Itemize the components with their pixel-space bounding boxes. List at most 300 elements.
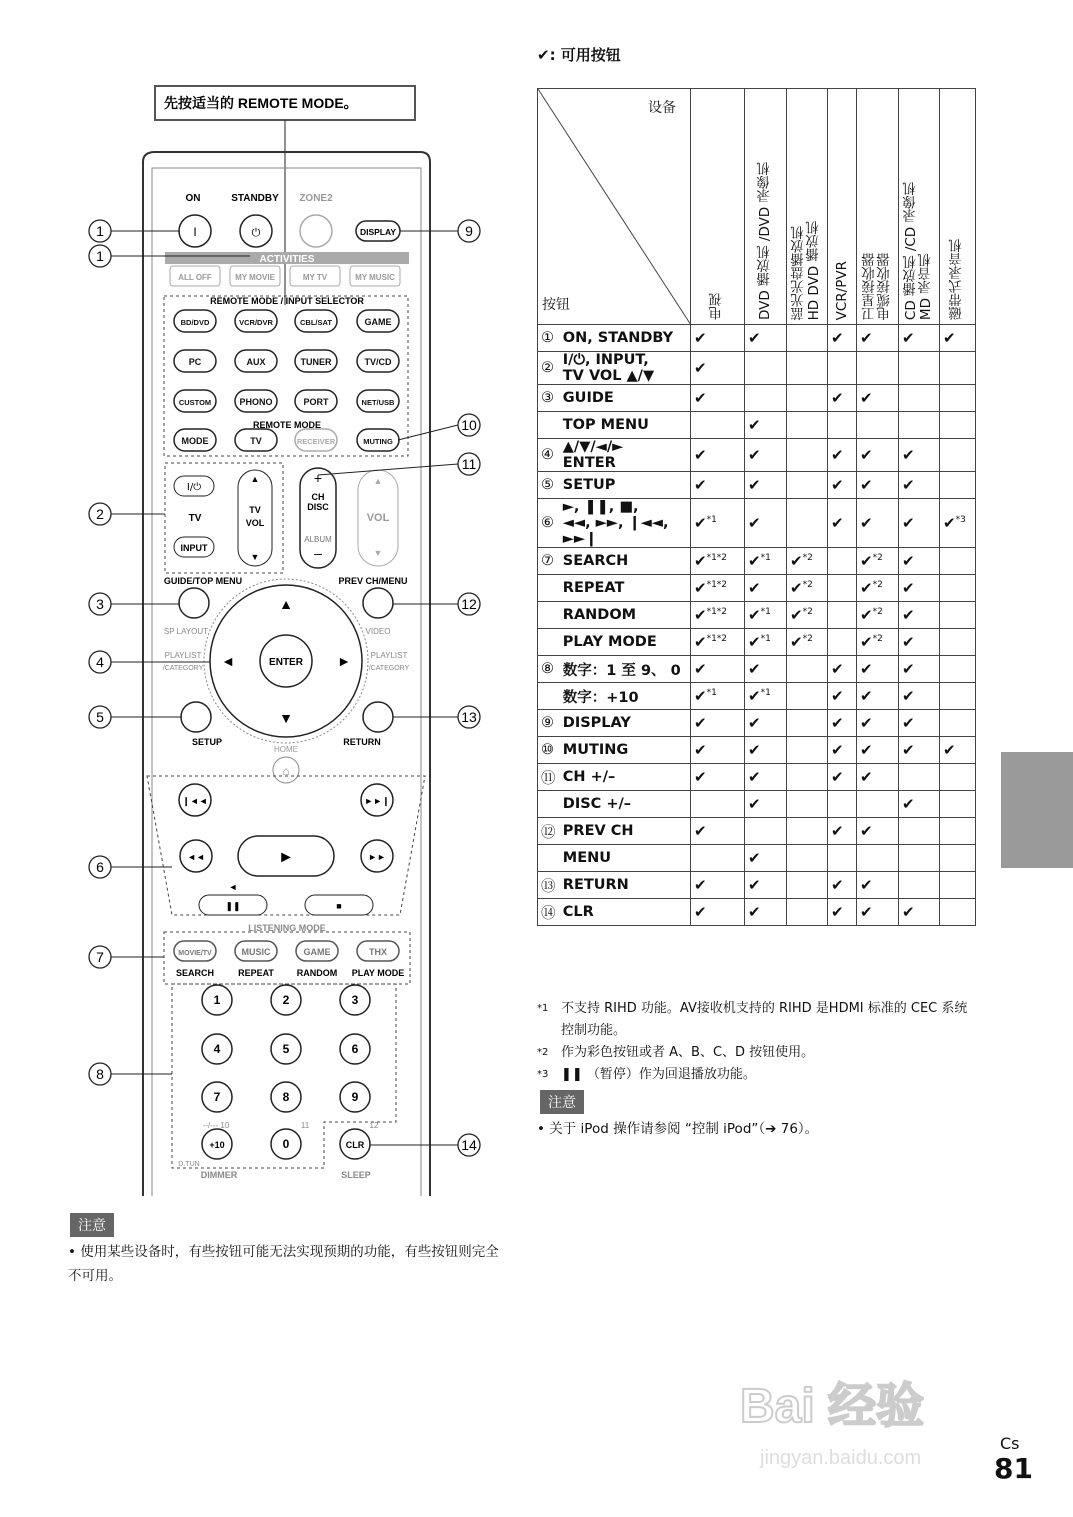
selector-button[interactable] (357, 350, 399, 372)
row-button-name: 数字：+10 (560, 683, 691, 710)
svg-text:►: ► (337, 653, 351, 669)
check-cell: ✔ (745, 737, 787, 764)
check-cell: ✔ (828, 656, 857, 683)
check-cell (787, 325, 828, 352)
selector-button[interactable] (174, 310, 216, 332)
row-number: ⑩ (538, 737, 560, 764)
tv-input-button[interactable] (174, 537, 214, 557)
check-cell (828, 575, 857, 602)
check-cell (940, 872, 976, 899)
check-cell: ✔ (745, 872, 787, 899)
svg-text:❙◄◄: ❙◄◄ (182, 796, 208, 806)
svg-text:▼: ▼ (250, 552, 260, 562)
check-cell: ✔ (828, 472, 857, 499)
check-cell (940, 629, 976, 656)
check-cell (787, 656, 828, 683)
footnote: *1 不支持 RIHD 功能。AV接收机支持的 RIHD 是HDMI 标准的 CEC 系统控制功能。 (537, 1001, 968, 1038)
svg-text:VCR/DVR: VCR/DVR (239, 318, 273, 327)
number-button[interactable] (340, 1034, 370, 1064)
svg-text:⏻: ⏻ (251, 226, 261, 239)
video-label: VIDEO (365, 627, 391, 636)
listening-button[interactable] (235, 941, 277, 961)
return-label: RETURN (343, 737, 381, 747)
callout-number: 12 (461, 596, 477, 612)
check-cell (691, 412, 745, 439)
check-cell (787, 737, 828, 764)
check-cell: ✔ (828, 737, 857, 764)
row-number: ⑥ (538, 499, 560, 548)
svg-text:AUX: AUX (246, 357, 266, 367)
number-button[interactable] (271, 1034, 301, 1064)
table-row (538, 385, 976, 412)
svg-text:►►: ►► (368, 852, 386, 862)
row-button-name: SEARCH (560, 548, 691, 575)
svg-text:▲: ▲ (373, 476, 383, 486)
on-button[interactable] (179, 215, 211, 247)
check-cell: ✔ (828, 764, 857, 791)
listening-buttons (174, 941, 404, 978)
home-icon: ⌂ (282, 764, 290, 778)
row-button-name: PREV CH (560, 818, 691, 845)
remote-mode-label: REMOTE MODE (252, 420, 322, 430)
svg-text:6: 6 (351, 1042, 359, 1056)
svg-text:TUNER: TUNER (300, 357, 332, 367)
side-tab (1001, 752, 1073, 868)
check-cell (899, 872, 940, 899)
next-track-button[interactable] (361, 784, 393, 816)
activity-button[interactable] (230, 266, 280, 286)
svg-text:8: 8 (282, 1090, 290, 1104)
row-number (538, 575, 560, 602)
check-cell: ✔ (940, 737, 976, 764)
svg-text:▼: ▼ (279, 710, 293, 726)
activity-button[interactable] (350, 266, 400, 286)
check-cell (787, 764, 828, 791)
svg-text:THX: THX (369, 947, 387, 957)
svg-text:▲: ▲ (279, 596, 293, 612)
selector-button[interactable] (295, 390, 337, 412)
callout-number: 3 (96, 596, 104, 612)
svg-text:PHONO: PHONO (239, 397, 273, 407)
check-cell: ✔ (691, 737, 745, 764)
svg-text:BD/DVD: BD/DVD (180, 318, 210, 327)
head-button: 按钮 (542, 297, 570, 313)
callout-number: 10 (461, 417, 477, 433)
check-cell: ✔ (899, 499, 940, 548)
svg-text:MY MUSIC: MY MUSIC (355, 273, 395, 282)
callout-number: 6 (96, 859, 104, 875)
svg-text:5: 5 (282, 1042, 290, 1056)
check-cell (940, 710, 976, 737)
check-cell: ✔ (828, 683, 857, 710)
rewind-button[interactable] (180, 840, 212, 872)
check-cell: ✔ (828, 385, 857, 412)
check-cell (787, 845, 828, 872)
check-cell: ✔$^{*2}$ (787, 602, 828, 629)
check-cell: ✔$^{*1}$ (745, 683, 787, 710)
selector-button[interactable] (357, 310, 399, 332)
check-cell (940, 385, 976, 412)
language-code: Cs (1000, 1434, 1020, 1453)
svg-text:RECEIVER: RECEIVER (296, 437, 336, 446)
check-cell (940, 818, 976, 845)
check-cell (857, 352, 899, 385)
table-row (538, 710, 976, 737)
table-row (538, 872, 976, 899)
number-button[interactable] (340, 1129, 370, 1159)
check-cell: ✔ (691, 710, 745, 737)
check-cell: ✔$^{*3}$ (940, 499, 976, 548)
svg-text:NET/USB: NET/USB (361, 398, 395, 407)
listening-button[interactable] (174, 941, 216, 961)
selector-button[interactable] (174, 350, 216, 372)
check-cell (940, 548, 976, 575)
check-cell: ✔ (899, 548, 940, 575)
svg-text:VOL: VOL (245, 518, 265, 528)
svg-text:CH: CH (311, 492, 325, 502)
check-cell (857, 791, 899, 818)
svg-text:▲: ▲ (250, 474, 260, 484)
check-cell: ✔$^{*1}$ (691, 683, 745, 710)
svg-text:■: ■ (336, 901, 342, 911)
row-number (538, 629, 560, 656)
check-cell (691, 791, 745, 818)
check-cell (940, 845, 976, 872)
svg-text:PC: PC (188, 357, 202, 367)
check-cell (899, 412, 940, 439)
row-number: ⑨ (538, 710, 560, 737)
row-number: ⑪ (538, 764, 560, 791)
check-cell: ✔ (857, 472, 899, 499)
check-cell: ✔ (691, 325, 745, 352)
on-label: ON (185, 193, 201, 204)
check-cell: ✔ (899, 710, 940, 737)
tv-vol-rocker[interactable] (238, 470, 272, 566)
row-button-name: GUIDE (560, 385, 691, 412)
svg-text:MUTING: MUTING (363, 437, 393, 446)
check-cell: ✔ (828, 818, 857, 845)
col-dvd: DVD 播放机 /DVD 录像机 (757, 162, 773, 320)
check-cell (940, 764, 976, 791)
table-row (538, 656, 976, 683)
number-button[interactable] (340, 1082, 370, 1112)
prev-track-button[interactable] (179, 784, 211, 816)
row-button-name: TOP MENU (560, 412, 691, 439)
listening-button[interactable] (357, 941, 399, 961)
check-cell: ✔$^{*1*2}$ (691, 575, 745, 602)
head-device: 设备 (648, 100, 676, 116)
row-button-name: SETUP (560, 472, 691, 499)
check-cell (745, 385, 787, 412)
selector-button[interactable] (235, 390, 277, 412)
prev-ch-button[interactable] (363, 588, 393, 618)
check-cell: ✔ (899, 439, 940, 472)
check-cell: ✔ (745, 439, 787, 472)
listening-label: PLAY MODE (351, 968, 405, 978)
check-cell (828, 548, 857, 575)
selector-button[interactable] (174, 429, 216, 451)
check-cell (745, 818, 787, 845)
row-number: ② (538, 352, 560, 385)
row-button-name: ▲/▼/◄/► ENTER (560, 439, 691, 472)
number-button[interactable] (271, 1082, 301, 1112)
check-cell: ✔$^{*1}$ (745, 548, 787, 575)
check-cell: ✔ (745, 764, 787, 791)
check-cell: ✔ (899, 656, 940, 683)
table-row (538, 548, 976, 575)
number-button[interactable] (202, 1082, 232, 1112)
legend: ✔: 可用按钮 (537, 46, 621, 64)
standby-button[interactable] (240, 215, 272, 247)
number-button[interactable] (202, 1129, 232, 1159)
check-cell (787, 710, 828, 737)
row-number: ③ (538, 385, 560, 412)
page-number: 81 (994, 1452, 1033, 1485)
row-button-name: MUTING (560, 737, 691, 764)
svg-text:jingyan.baidu.com: jingyan.baidu.com (760, 1447, 922, 1469)
check-cell: ✔ (828, 325, 857, 352)
svg-text:3: 3 (351, 993, 359, 1007)
check-cell: ✔$^{*2}$ (787, 575, 828, 602)
check-cell: ✔ (857, 710, 899, 737)
row-number: ⑦ (538, 548, 560, 575)
callout-number: 13 (461, 709, 477, 725)
dimmer-label: DIMMER (200, 1170, 238, 1180)
check-cell: ✔ (899, 683, 940, 710)
check-cell (940, 656, 976, 683)
listening-label: SEARCH (175, 968, 215, 978)
number-button[interactable] (202, 985, 232, 1015)
row-button-name: MENU (560, 845, 691, 872)
svg-text:–: – (314, 545, 322, 561)
ff-button[interactable] (361, 840, 393, 872)
check-cell (787, 499, 828, 548)
table-row (538, 472, 976, 499)
col-bd: 蓝光光盘播放机 HD DVD 播放机 (791, 220, 822, 320)
check-cell: ✔ (691, 352, 745, 385)
row-number (538, 845, 560, 872)
svg-text:TV: TV (250, 436, 262, 446)
play-button[interactable] (238, 836, 334, 876)
check-cell: ✔ (899, 472, 940, 499)
table-row (538, 683, 976, 710)
svg-text:MY TV: MY TV (302, 273, 328, 282)
table-row (538, 899, 976, 926)
number-button[interactable] (202, 1034, 232, 1064)
display-button[interactable] (356, 221, 400, 241)
row-button-name: CH +/– (560, 764, 691, 791)
check-cell: ✔ (857, 818, 899, 845)
svg-text:PLAYLIST: PLAYLIST (164, 651, 202, 660)
check-cell: ✔ (899, 575, 940, 602)
check-cell: ✔ (691, 385, 745, 412)
svg-text:PORT: PORT (303, 397, 329, 407)
row-button-name: DISC +/– (560, 791, 691, 818)
check-cell: ✔ (899, 791, 940, 818)
check-cell: ✔ (691, 656, 745, 683)
svg-text:CBL/SAT: CBL/SAT (300, 318, 332, 327)
check-cell (940, 412, 976, 439)
check-cell: ✔ (857, 764, 899, 791)
number-button[interactable] (340, 985, 370, 1015)
check-cell: ✔ (857, 683, 899, 710)
check-cell (940, 352, 976, 385)
row-button-name: CLR (560, 899, 691, 926)
note-left-tag: 注意 (70, 1213, 114, 1237)
check-cell (787, 439, 828, 472)
watermark (730, 1356, 1010, 1476)
check-cell: ✔ (828, 439, 857, 472)
check-cell (899, 764, 940, 791)
listening-label: REPEAT (238, 968, 274, 978)
svg-text:◄: ◄ (228, 882, 238, 892)
selector-button[interactable] (235, 310, 277, 332)
check-cell: ✔ (745, 472, 787, 499)
check-cell (787, 683, 828, 710)
vol-rocker[interactable] (358, 470, 398, 566)
footnotes (537, 998, 977, 1086)
check-cell: ✔ (857, 439, 899, 472)
footnote: *3 ❚❚ （暂停）作为回退播放功能。 (537, 1067, 756, 1082)
svg-text:GAME: GAME (364, 317, 392, 327)
callout-number: 1 (96, 248, 104, 264)
selector-button[interactable] (235, 429, 277, 451)
selector-button[interactable] (174, 390, 216, 412)
pause-button[interactable] (199, 895, 267, 915)
check-cell: ✔ (857, 737, 899, 764)
svg-text:TV/CD: TV/CD (364, 357, 392, 367)
enter-label: ENTER (269, 657, 303, 668)
tv-label: TV (188, 513, 202, 524)
col-tape: 磁带式录音机 (949, 239, 965, 320)
row-button-name: PLAY MODE (560, 629, 691, 656)
check-cell: ✔ (745, 899, 787, 926)
check-cell: ✔$^{*1}$ (745, 602, 787, 629)
check-cell: ✔ (745, 412, 787, 439)
svg-text:7: 7 (213, 1090, 221, 1104)
callout-number: 1 (96, 223, 104, 239)
check-cell: ✔$^{*1}$ (691, 499, 745, 548)
check-cell (899, 352, 940, 385)
row-button-name: REPEAT (560, 575, 691, 602)
zone2-button[interactable] (300, 215, 332, 247)
svg-text:PLAYLIST: PLAYLIST (370, 651, 408, 660)
callout-text: 先按适当的 REMOTE MODE。 (164, 95, 358, 111)
check-cell: ✔$^{*1*2}$ (691, 629, 745, 656)
selector-button[interactable] (295, 350, 337, 372)
check-cell (940, 683, 976, 710)
ch-disc-rocker[interactable] (300, 468, 336, 568)
check-cell: ✔$^{*2}$ (787, 548, 828, 575)
svg-text:DISPLAY: DISPLAY (359, 227, 397, 237)
table-row (538, 439, 976, 472)
check-cell (899, 845, 940, 872)
callout-number: 2 (96, 506, 104, 522)
check-cell: ✔$^{*2}$ (857, 602, 899, 629)
svg-text:MUSIC: MUSIC (241, 947, 271, 957)
setup-button[interactable] (181, 702, 211, 732)
svg-text:2: 2 (282, 993, 290, 1007)
number-button[interactable] (271, 985, 301, 1015)
col-cd: CD 播放机 /CD 录像机 MD 录音机 (903, 181, 934, 320)
check-cell: ✔ (691, 818, 745, 845)
twelve-label: 12 (369, 1121, 379, 1130)
check-cell: ✔ (745, 710, 787, 737)
check-cell: ✔ (899, 629, 940, 656)
check-cell: ✔ (857, 656, 899, 683)
check-cell (940, 791, 976, 818)
table-row (538, 602, 976, 629)
row-button-name: I/⏻, INPUT, TV VOL ▲/▼ (560, 352, 691, 385)
check-cell (787, 791, 828, 818)
activity-button[interactable] (170, 266, 220, 286)
row-number: ⑫ (538, 818, 560, 845)
selector-button[interactable] (295, 429, 337, 451)
listening-button[interactable] (296, 941, 338, 961)
svg-text:CUSTOM: CUSTOM (178, 398, 212, 407)
check-cell: ✔ (828, 899, 857, 926)
check-cell: ✔$^{*1*2}$ (691, 548, 745, 575)
return-button[interactable] (363, 702, 393, 732)
selector-button[interactable] (357, 390, 399, 412)
svg-text:►►❙: ►►❙ (364, 796, 390, 806)
callout-number: 8 (96, 1066, 104, 1082)
note-right-tag: 注意 (540, 1090, 584, 1114)
selector-button[interactable] (357, 429, 399, 451)
check-cell (787, 818, 828, 845)
check-cell: ✔ (899, 737, 940, 764)
row-number (538, 602, 560, 629)
svg-text:▼: ▼ (373, 548, 383, 558)
check-cell: ✔$^{*1}$ (745, 629, 787, 656)
zone2-label: ZONE2 (299, 193, 333, 204)
check-cell (787, 899, 828, 926)
note-left-text: • 使用某些设备时，有些按钮可能无法实现预期的功能，有些按钮则完全不可用。 (68, 1244, 499, 1284)
check-cell (828, 602, 857, 629)
col-sat: 卫星接收器 电缆接收器 (861, 252, 893, 320)
row-button-name: 数字：1 至 9、 0 (560, 656, 691, 683)
table-row (538, 412, 976, 439)
table-corner (538, 89, 691, 325)
svg-text:+: + (313, 470, 323, 486)
tv-power-button[interactable] (174, 476, 214, 496)
guide-button[interactable] (179, 588, 209, 618)
svg-text:CLR: CLR (345, 1140, 365, 1150)
row-number: ⑬ (538, 872, 560, 899)
svg-text:MOVIE/TV: MOVIE/TV (178, 950, 212, 957)
check-cell: ✔ (691, 764, 745, 791)
check-cell (745, 352, 787, 385)
selector-button[interactable] (295, 310, 337, 332)
check-cell: ✔ (899, 602, 940, 629)
callout-number: 5 (96, 709, 104, 725)
stop-button[interactable] (305, 895, 373, 915)
check-cell: ✔ (745, 575, 787, 602)
check-cell (787, 385, 828, 412)
check-cell (828, 791, 857, 818)
guide-label: GUIDE/TOP MENU (163, 576, 243, 586)
svg-text:9: 9 (351, 1090, 359, 1104)
svg-text:/CATEGORY: /CATEGORY (368, 665, 410, 672)
standby-label: STANDBY (231, 193, 279, 204)
check-cell: ✔ (745, 325, 787, 352)
number-button[interactable] (271, 1129, 301, 1159)
number-buttons (202, 985, 370, 1159)
check-cell: ✔ (857, 872, 899, 899)
check-cell: ✔ (857, 499, 899, 548)
selector-button[interactable] (235, 350, 277, 372)
activity-button[interactable] (290, 266, 340, 286)
